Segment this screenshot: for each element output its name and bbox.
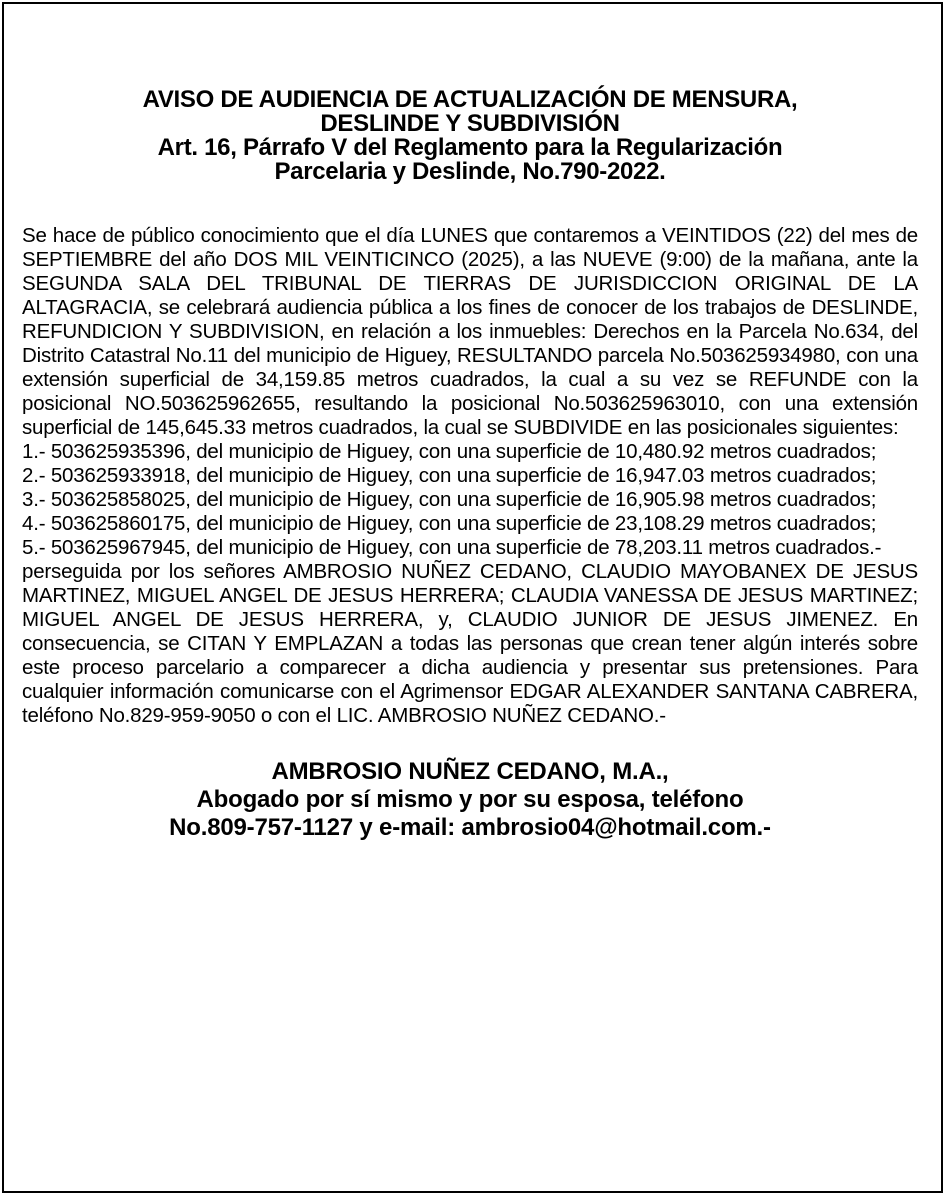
heading-line-4: Parcelaria y Deslinde, No.790-2022. xyxy=(274,158,666,185)
notice-heading xyxy=(22,88,918,184)
heading-line-2: DESLINDE Y SUBDIVISIÓN xyxy=(320,110,620,137)
closing-paragraph: perseguida por los señores AMBROSIO NUÑEZ CEDANO, CLAUDIO MAYOBANEX DE JESUS MARTINEZ, MIGUEL ANGEL DE JESUS HERRERA; CLAUDIA VANESSA DE JESUS MARTINEZ; MIGUEL ANGEL DE JESUS HERRERA, y, CLAUDIO JUNIOR DE JESUS JIMENEZ. En consecuencia, se CITAN Y EMPLAZAN a todas las personas que crean tener algún interés sobre este proceso parcelario a comparecer a dicha audiencia y presentar sus pretensiones. Para cualquier información comunicarse con el Agrimensor EDGAR ALEXANDER SANTANA CABRERA, teléfono No.829-959-9050 o con el LIC. AMBROSIO NUÑEZ CEDANO.- xyxy=(22,560,918,727)
list-item: 2.- 503625933918, del municipio de Higuey, con una superficie de 16,947.03 metros cuadrados; xyxy=(22,464,877,487)
heading-line-1: AVISO DE AUDIENCIA DE ACTUALIZACIÓN DE MENSURA, xyxy=(142,86,798,113)
signature-name: AMBROSIO NUÑEZ CEDANO, M.A., xyxy=(271,758,669,785)
notice-content xyxy=(22,88,918,842)
notice-body xyxy=(22,224,918,728)
signature-contact: No.809-757-1127 y e-mail: ambrosio04@hotmail.com.- xyxy=(169,814,771,841)
list-item: 5.- 503625967945, del municipio de Higuey, con una superficie de 78,203.11 metros cuadrados.- xyxy=(22,536,882,559)
heading-line-3: Art. 16, Párrafo V del Reglamento para la Regularización xyxy=(157,134,783,161)
signature-role: Abogado por sí mismo y por su esposa, teléfono xyxy=(196,786,744,813)
intro-paragraph: Se hace de público conocimiento que el día LUNES que contaremos a VEINTIDOS (22) del mes de SEPTIEMBRE del año DOS MIL VEINTICINCO (2025), a las NUEVE (9:00) de la mañana, ante la SEGUNDA SALA DEL TRIBUNAL DE TIERRAS DE JURISDICCION ORIGINAL DE LA ALTAGRACIA, se celebrará audiencia pública a los fines de conocer de los trabajos de DESLINDE, REFUNDICION Y SUBDIVISION, en relación a los inmuebles: Derechos en la Parcela No.634, del Distrito Catastral No.11 del municipio de Higuey, RESULTANDO parcela No.503625934980, con una extensión superficial de 34,159.85 metros cuadrados, la cual a su vez se REFUNDE con la posicional NO.503625962655, resultando la posicional No.503625963010, con una extensión superficial de 145,645.33 metros cuadrados, la cual se SUBDIVIDE en las posicionales siguientes: xyxy=(22,224,918,439)
signature-block xyxy=(22,758,918,842)
list-item: 3.- 503625858025, del municipio de Higuey, con una superficie de 16,905.98 metros cuadrados; xyxy=(22,488,877,511)
list-item: 1.- 503625935396, del municipio de Higuey, con una superficie de 10,480.92 metros cuadrados; xyxy=(22,440,877,463)
list-item: 4.- 503625860175, del municipio de Higuey, con una superficie de 23,108.29 metros cuadrados; xyxy=(22,512,877,535)
